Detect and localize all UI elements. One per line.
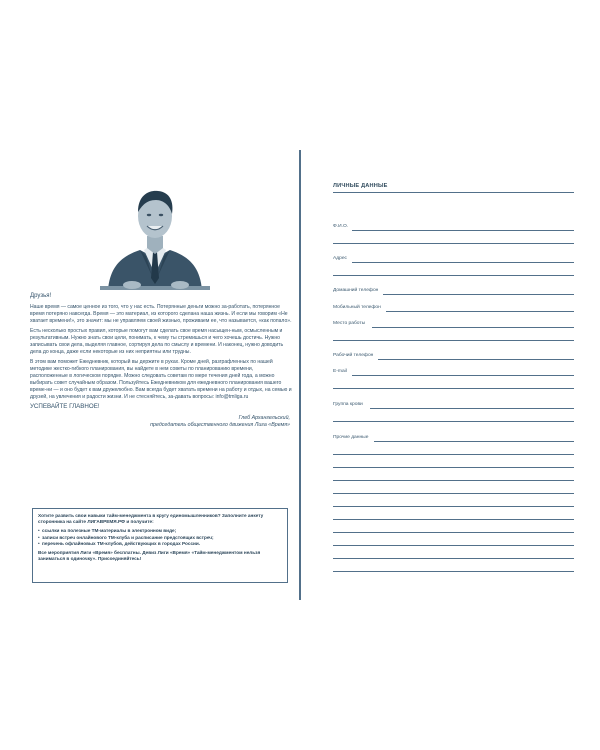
personal-data-title: ЛИЧНЫЕ ДАННЫЕ xyxy=(333,183,388,189)
fio-line-2[interactable] xyxy=(333,243,574,244)
fio-line[interactable] xyxy=(352,230,574,231)
address-line[interactable] xyxy=(352,262,574,263)
other-data-line-9[interactable] xyxy=(333,545,574,546)
work-phone-label: Рабочий телефон xyxy=(333,353,374,358)
address-label: Адрес xyxy=(333,256,348,261)
home-phone-label: Домашний телефон xyxy=(333,288,379,293)
other-data-line-11[interactable] xyxy=(333,571,574,572)
letter-paragraph: Есть несколько простых правил, которые помогут вам сделать свое время насыщен-ным, осмысленным и результативным. Нужно знать свои цели, понимать, к чему ты стремишься и чего хочешь достичь. Нужно записывать свои дела, выделяя главное, сортируя дела по смыслу и времени. И наконец, нужно доводить дела до конца, даже если некоторые из них неприятны или трудны. xyxy=(30,328,284,355)
email-line-2[interactable] xyxy=(333,388,574,389)
promo-bullet: • перечень офлайновых ТМ-клубов, действующих в городах России. xyxy=(38,541,282,547)
other-data-line-4[interactable] xyxy=(333,480,574,481)
right-page-personal-data xyxy=(300,150,600,600)
blood-type-line-2[interactable] xyxy=(333,421,574,422)
mobile-phone-label: Мобильный телефон xyxy=(333,305,381,310)
league-promo-box xyxy=(32,508,288,583)
other-data-line-8[interactable] xyxy=(333,532,574,533)
other-data-line[interactable] xyxy=(374,441,574,442)
address-line-2[interactable] xyxy=(333,275,574,276)
promo-footer: Все мероприятия Лиги «Время» бесплатны. Девиз Лиги «Время» «Тайм-менеджментом нельзя заниматься в одиночку». Присоединяйтесь! xyxy=(38,550,261,562)
promo-intro: Хотите развить свои навыки тайм-менеджмента в кругу единомышленников? Заполните анкету сторонника на сайте ЛИГАВРЕМЯ.РФ и получите: xyxy=(38,513,264,525)
other-data-line-7[interactable] xyxy=(333,519,574,520)
other-data-label: Прочие данные xyxy=(333,435,369,440)
blood-type-label: Группа крови xyxy=(333,402,363,407)
welcome-letter xyxy=(30,293,292,429)
left-page xyxy=(30,150,292,600)
work-phone-line[interactable] xyxy=(378,359,574,360)
signature-title: председатель общественного движения Лига «Время» xyxy=(150,422,290,429)
other-data-line-3[interactable] xyxy=(333,467,574,468)
other-data-line-6[interactable] xyxy=(333,506,574,507)
home-phone-line[interactable] xyxy=(383,294,574,295)
promo-bullet-list xyxy=(38,528,282,547)
other-data-line-5[interactable] xyxy=(333,493,574,494)
letter-paragraph: Наше время — самое ценное из того, что у нас есть. Потерянные деньги можно за-работать, потерянное время потеряно навсегда. Время — это материал, из которого сделана наша жизнь. И если мы говорим «Не хватает времени!», это значит: мы не управляем своей жизнью, проживаем ее, что называется, «как попало». xyxy=(30,303,292,324)
mobile-phone-line[interactable] xyxy=(386,311,574,312)
email-line[interactable] xyxy=(352,375,574,376)
other-data-line-2[interactable] xyxy=(333,454,574,455)
fio-label: Ф.И.О. xyxy=(333,224,349,229)
letter-signature xyxy=(30,415,292,429)
signature-name: Глеб Архангельский, xyxy=(238,414,290,421)
title-rule xyxy=(333,192,574,193)
promo-bullet: • записи встреч онлайнового ТМ-клуба и расписание предстоящих встреч; xyxy=(38,535,282,541)
workplace-line[interactable] xyxy=(372,327,574,328)
promo-bullet: • ссылки на полезные ТМ-материалы в электронном виде; xyxy=(38,528,282,534)
letter-paragraph: В этом вам поможет Ежедневник, который вы держите в руках. Кроме дней, разграфленных по нашей методике жестко-гибкого планирования, вы найдете в нем советы по планированию времени, расположенные в логическом порядке. Можно следовать советам по мере течения дней года, а можно выбирать совет случайным образом. Пользуйтесь Ежедневником для ежедневного планирования вашего време-ни — и оно будет к вам дружелюбно. Вам всегда будет хватать времени на работу и отдых, на семью и друзей, на увлечения и радости жизни. И не стесняйтесь, за-давать вопросы: info@tmliga.ru xyxy=(30,359,292,400)
letter-signoff: УСПЕВАЙТЕ ГЛАВНОЕ! xyxy=(30,403,100,411)
workplace-label: Место работы xyxy=(333,321,366,326)
other-data-line-10[interactable] xyxy=(333,558,574,559)
email-label: E-mail xyxy=(333,369,347,374)
blood-type-line[interactable] xyxy=(370,408,574,409)
author-portrait xyxy=(100,182,210,290)
letter-greeting: Друзья! xyxy=(30,293,52,299)
workplace-line-2[interactable] xyxy=(333,340,574,341)
